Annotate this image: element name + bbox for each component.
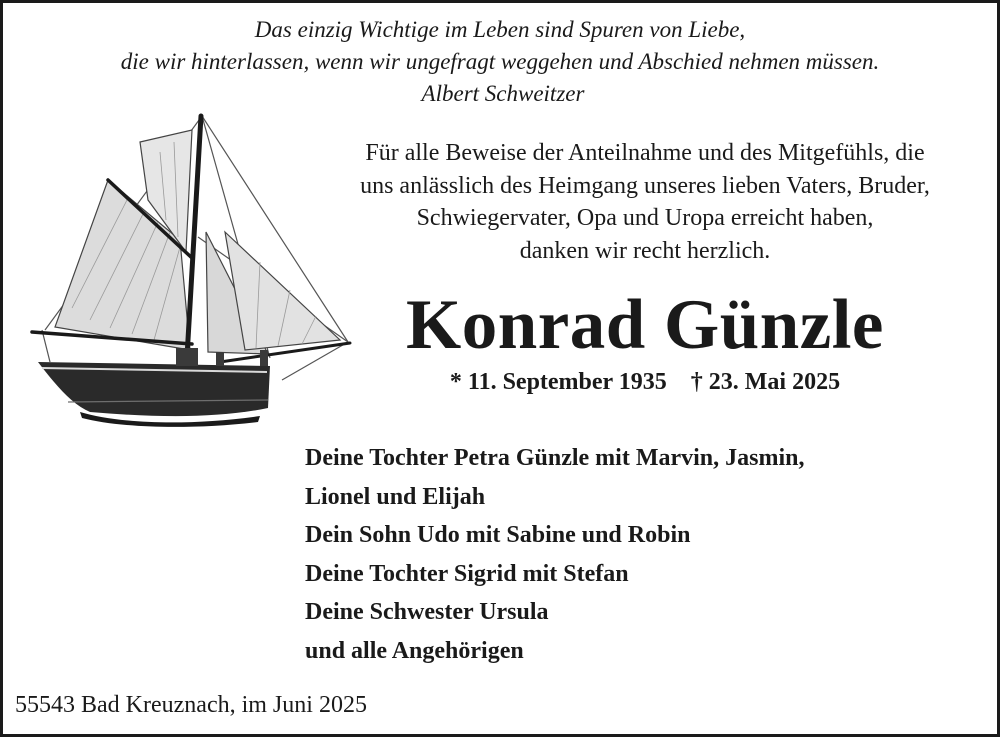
quote-line-1: Das einzig Wichtige im Leben sind Spuren von Liebe,: [254, 17, 746, 42]
mourners-list: [305, 439, 975, 670]
mourner-line: und alle Angehörigen: [305, 637, 524, 664]
quote-line-2: die wir hinterlassen, wenn wir ungefragt weggehen und Abschied nehmen müssen.: [120, 49, 880, 74]
mourner-line: Deine Tochter Petra Günzle mit Marvin, Jasmin,: [305, 445, 805, 471]
thanks-line-2: uns anlässlich des Heimgang unseres lieben Vaters, Bruder,: [360, 172, 930, 199]
deceased-name: Konrad Günzle: [406, 286, 884, 364]
thanks-text: [300, 137, 990, 267]
mourner-line: Deine Tochter Sigrid mit Stefan: [305, 560, 629, 587]
place-and-date: 55543 Bad Kreuznach, im Juni 2025: [15, 692, 367, 718]
thanks-line-4: danken wir recht herzlich.: [519, 237, 771, 264]
life-dates: [395, 365, 895, 399]
mourner-line: Dein Sohn Udo mit Sabine und Robin: [305, 522, 691, 548]
mourner-line: Lionel und Elijah: [305, 483, 486, 510]
mourner-line: Deine Schwester Ursula: [305, 599, 549, 625]
birth-date: * 11. September 1935: [449, 369, 667, 395]
thanks-line-1: Für alle Beweise der Anteilnahme und des Mitgefühls, die: [365, 140, 925, 166]
thanks-line-3: Schwiegervater, Opa und Uropa erreicht haben,: [416, 205, 874, 231]
quote-block: [40, 14, 960, 110]
quote-author: Albert Schweitzer: [421, 81, 585, 106]
death-date: † 23. Mai 2025: [690, 369, 841, 395]
